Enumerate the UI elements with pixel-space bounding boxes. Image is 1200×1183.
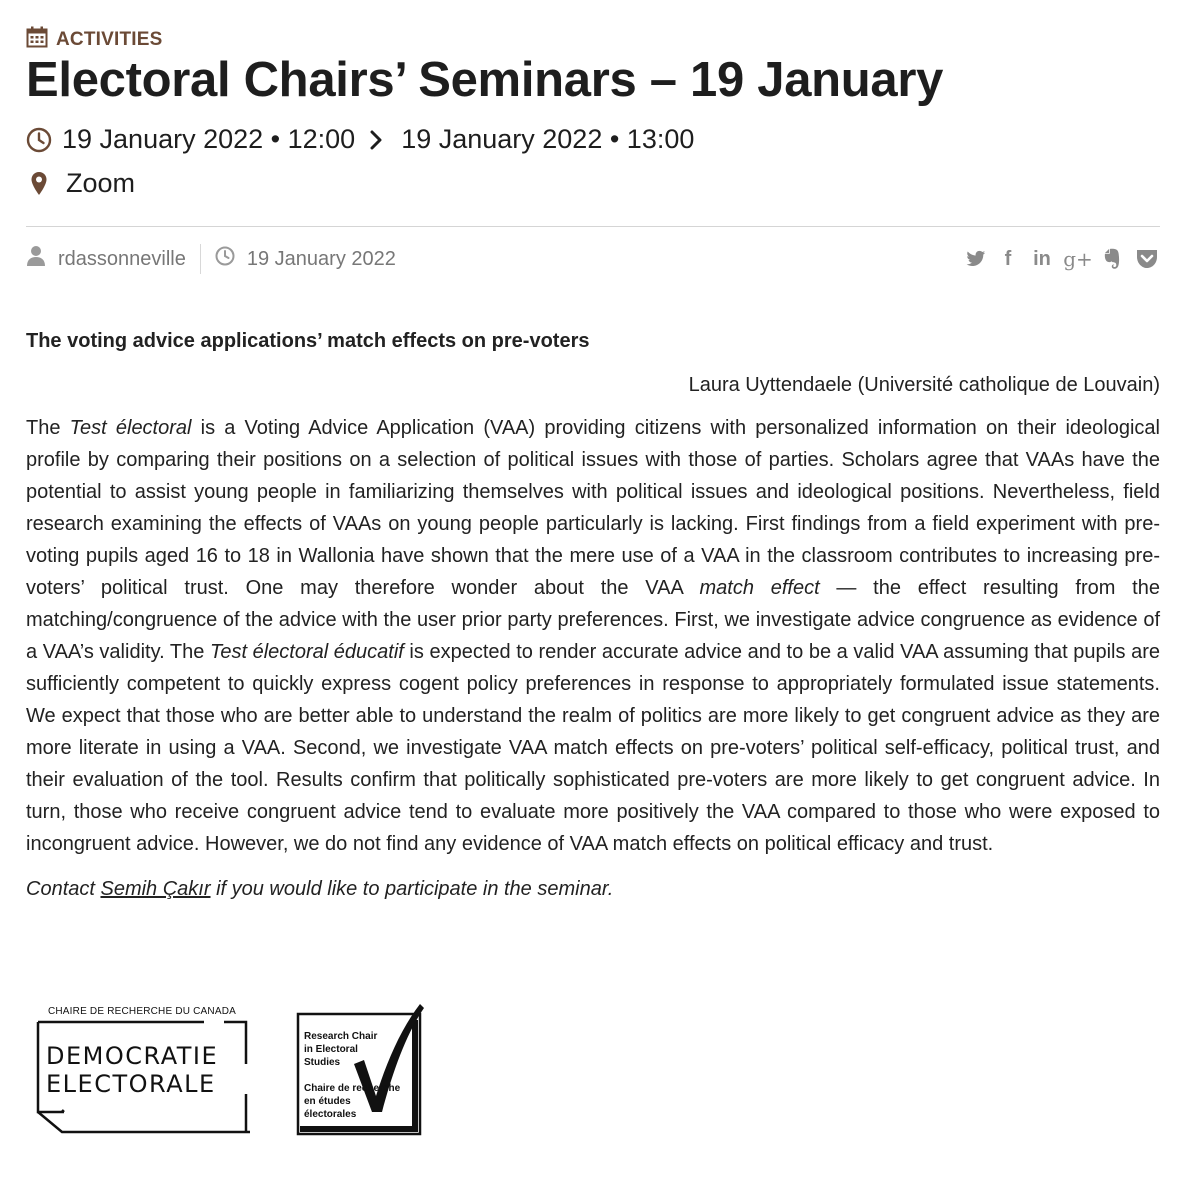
contact-link[interactable]: Semih Çakır bbox=[100, 878, 211, 900]
clock-icon bbox=[215, 246, 235, 272]
post-date-label: 19 January 2022 bbox=[246, 247, 396, 270]
abstract-text-part2: — the effect resulting from the matching/congruence of the advice with the user prior party preferences. First, we investigate advice congruence as evidence of a VAA’s validity. The bbox=[26, 577, 1160, 663]
location-label: Zoom bbox=[66, 168, 136, 198]
contact-line bbox=[26, 874, 1160, 904]
logo1-line2: ELECTORALE bbox=[46, 1070, 216, 1098]
post-meta bbox=[26, 244, 396, 274]
post-author[interactable] bbox=[26, 245, 186, 273]
calendar-icon bbox=[26, 26, 48, 54]
abstract-paragraph bbox=[26, 412, 1160, 860]
event-start: 19 January 2022 • 12:00 bbox=[62, 124, 356, 154]
evernote-icon[interactable] bbox=[1102, 244, 1122, 274]
author-name: rdassonneville bbox=[58, 247, 186, 270]
divider bbox=[26, 226, 1160, 227]
meta-separator bbox=[200, 244, 201, 274]
post-date bbox=[215, 246, 396, 272]
event-location bbox=[26, 168, 135, 199]
twitter-icon[interactable] bbox=[966, 244, 986, 274]
abstract-test-electoral: Test électoral bbox=[69, 417, 192, 439]
pocket-icon[interactable] bbox=[1134, 244, 1160, 274]
category-label: ACTIVITIES bbox=[56, 29, 163, 50]
category-link[interactable] bbox=[26, 26, 163, 54]
event-end: 19 January 2022 • 13:00 bbox=[401, 124, 695, 154]
logo2-english: Research Chair in Electoral Studies bbox=[304, 1031, 378, 1068]
share-bar bbox=[966, 244, 1160, 274]
user-icon bbox=[26, 245, 46, 273]
event-datetime bbox=[26, 124, 694, 155]
googleplus-icon[interactable]: g+ bbox=[1063, 247, 1093, 271]
partner-logos bbox=[34, 1004, 426, 1136]
linkedin-icon[interactable]: in bbox=[1033, 247, 1051, 270]
abstract-text-part3: is expected to render accurate advice and to be a valid VAA assuming that pupils are sufficiently competent to quickly express cogent policy preferences in response to appropriately formulated issue statements. We expect that those who are better able to understand the realm of politics are more likely to get congruent advice as they are more literate in using a VAA. Second, we investigate VAA match effects on pre-voters’ political self-efficacy, political trust, and their evaluation of the tool. Results confirm that politically sophisticated pre-voters are more likely to get congruent advice. In turn, those who receive congruent advice tend to evaluate more positively the VAA compared to those who were exposed to incongruent advice. However, we do not find any evidence of VAA match effects on political efficacy and trust. bbox=[26, 641, 1160, 855]
seminar-subtitle: The voting advice applications’ match effects on pre-voters bbox=[26, 330, 590, 352]
abstract-match-effect: match effect bbox=[699, 577, 820, 599]
logo1-caption: CHAIRE DE RECHERCHE DU CANADA bbox=[47, 1006, 237, 1017]
abstract-text-part1: is a Voting Advice Application (VAA) providing citizens with personalized information on their ideological profile by comparing their positions on a selection of political issues with those of parties. Scholars agree that VAAs have the potential to assist young people in familiarizing themselves with political issues and ideological positions. Nevertheless, field research examining the effects of VAAs on young people particularly is lacking. First findings from a field experiment with pre-voting pupils aged 16 to 18 in Wallonia have shown that the mere use of a VAA in the classroom contributes to increasing pre-voters’ political trust. One may therefore wonder about the VAA bbox=[26, 417, 1160, 599]
map-marker-icon bbox=[30, 171, 48, 197]
chevron-right-icon bbox=[369, 129, 383, 151]
abstract-text-the: The bbox=[26, 417, 70, 439]
research-chair-logo bbox=[296, 1004, 426, 1136]
logo1-line1: DEMOCRATIE bbox=[46, 1042, 219, 1070]
logo2-french: Chaire de recherche en études électorales bbox=[304, 1083, 401, 1120]
clock-icon bbox=[26, 127, 52, 153]
presenter: Laura Uyttendaele (Université catholique de Louvain) bbox=[688, 374, 1160, 396]
article-body bbox=[26, 326, 1160, 904]
page-title: Electoral Chairs’ Seminars – 19 January bbox=[26, 53, 944, 107]
democratie-electorale-logo bbox=[34, 1004, 250, 1134]
contact-suffix: if you would like to participate in the seminar. bbox=[210, 878, 614, 900]
abstract-test-electoral-educatif: Test électoral éducatif bbox=[209, 641, 404, 663]
facebook-icon[interactable]: f bbox=[1004, 247, 1012, 270]
contact-prefix: Contact bbox=[26, 878, 101, 900]
